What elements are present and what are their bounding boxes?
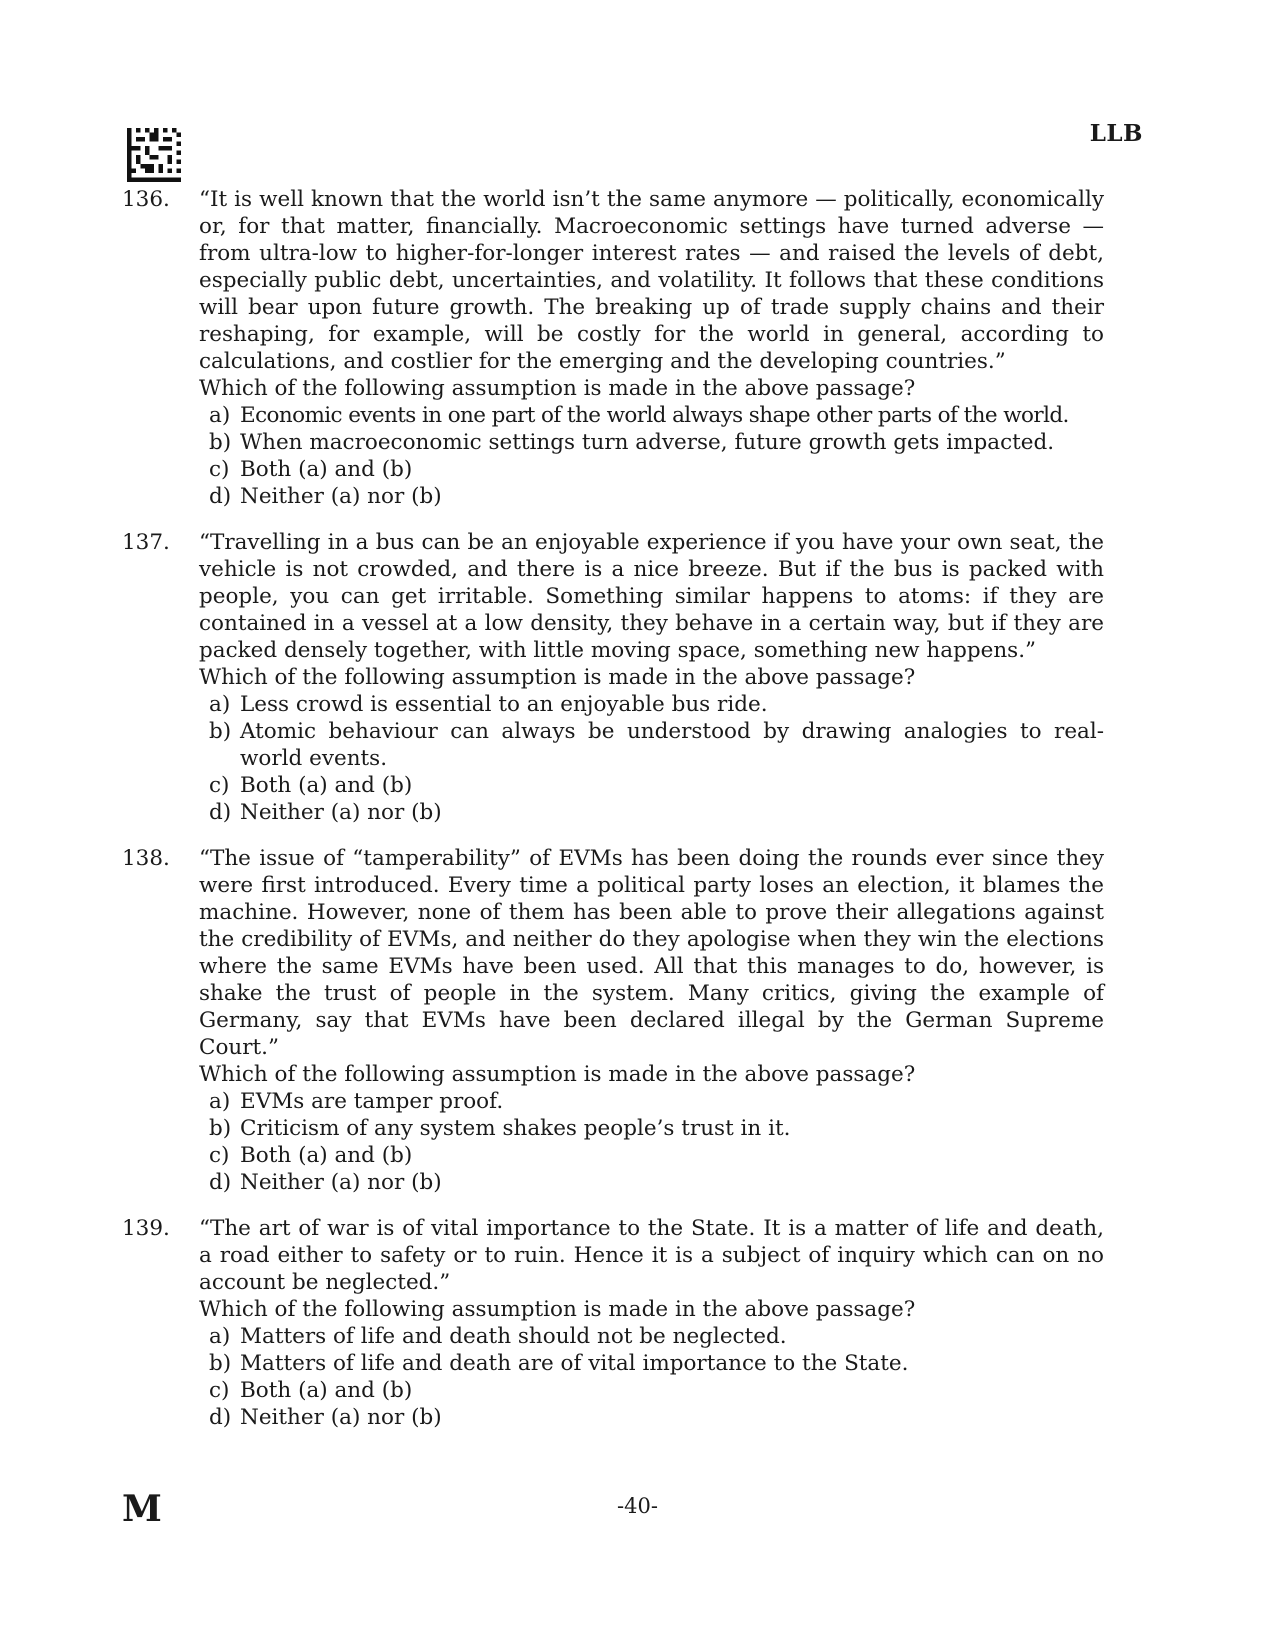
option-text: Neither (a) nor (b)	[240, 1405, 442, 1430]
series-code: M	[122, 1488, 162, 1530]
option-label: a)	[209, 1089, 231, 1114]
option-list	[199, 1088, 1104, 1196]
question-number: 136.	[122, 187, 170, 212]
option-label: b)	[209, 1351, 232, 1376]
option-a[interactable]	[209, 691, 1104, 718]
question-number: 138.	[122, 846, 170, 871]
option-text: Less crowd is essential to an enjoyable bus ride.	[240, 692, 768, 717]
question-136	[122, 186, 1162, 510]
option-label: d)	[209, 1170, 232, 1195]
question-137	[122, 529, 1162, 826]
question-number: 137.	[122, 530, 170, 555]
question-prompt: Which of the following assumption is made in the above passage?	[199, 665, 916, 690]
option-label: d)	[209, 1405, 232, 1430]
option-text: EVMs are tamper proof.	[240, 1089, 504, 1114]
option-text: Neither (a) nor (b)	[240, 484, 442, 509]
option-list	[199, 1323, 1104, 1431]
option-a[interactable]	[209, 1323, 1104, 1350]
question-passage: “It is well known that the world isn’t the same anymore — politically, economically or, for that matter, financially. Macroeconomic settings have turned adverse — from ultra-low to higher-for-longer interest rates — and raised the levels of debt, especially public debt, uncertainties, and volatility. It follows that these conditions will bear upon future growth. The breaking up of trade supply chains and their reshaping, for example, will be costly for the world in general, according to calculations, and costlier for the emerging and the developing countries.”	[199, 187, 1104, 374]
option-a[interactable]	[209, 1088, 1104, 1115]
option-d[interactable]	[209, 1169, 1104, 1196]
option-text: When macroeconomic settings turn adverse, future growth gets impacted.	[240, 430, 1055, 455]
option-text: Matters of life and death should not be neglected.	[240, 1324, 787, 1349]
option-b[interactable]	[209, 1115, 1104, 1142]
option-text: Both (a) and (b)	[240, 1378, 413, 1403]
option-label: b)	[209, 1116, 232, 1141]
option-label: c)	[209, 1378, 230, 1403]
page-number: -40-	[617, 1494, 658, 1518]
option-d[interactable]	[209, 1404, 1104, 1431]
option-label: b)	[209, 719, 232, 744]
option-c[interactable]	[209, 1377, 1104, 1404]
option-label: b)	[209, 430, 232, 455]
option-label: c)	[209, 1143, 230, 1168]
option-label: a)	[209, 403, 231, 428]
option-label: a)	[209, 1324, 231, 1349]
question-number: 139.	[122, 1216, 170, 1241]
option-text: Both (a) and (b)	[240, 457, 413, 482]
option-text: Economic events in one part of the world always shape other parts of the world.	[240, 403, 1069, 428]
question-prompt: Which of the following assumption is made in the above passage?	[199, 1297, 916, 1322]
question-passage: “Travelling in a bus can be an enjoyable experience if you have your own seat, the vehicle is not crowded, and there is a nice breeze. But if the bus is packed with people, you can get irritable. Something similar happens to atoms: if they are contained in a vessel at a low density, they behave in a certain way, but if they are packed densely together, with little moving space, something new happens.”	[199, 530, 1104, 663]
option-b[interactable]	[209, 718, 1104, 772]
option-list	[199, 691, 1104, 826]
option-label: c)	[209, 457, 230, 482]
option-d[interactable]	[209, 799, 1104, 826]
option-text: Both (a) and (b)	[240, 1143, 413, 1168]
option-c[interactable]	[209, 772, 1104, 799]
option-text: Matters of life and death are of vital importance to the State.	[240, 1351, 909, 1376]
question-139	[122, 1215, 1162, 1431]
option-label: d)	[209, 484, 232, 509]
option-list	[199, 402, 1104, 510]
question-passage: “The issue of “tamperability” of EVMs has been doing the rounds ever since they were first introduced. Every time a political party loses an election, it blames the machine. However, none of them has been able to prove their allegations against the credibility of EVMs, and neither do they apologise when they win the elections where the same EVMs have been used. All that this manages to do, however, is shake the trust of people in the system. Many critics, giving the example of Germany, say that EVMs have been declared illegal by the German Supreme Court.”	[199, 846, 1104, 1060]
option-d[interactable]	[209, 483, 1104, 510]
question-prompt: Which of the following assumption is made in the above passage?	[199, 376, 916, 401]
subject-code: LLB	[1089, 120, 1143, 147]
option-label: a)	[209, 692, 231, 717]
option-text: Both (a) and (b)	[240, 773, 413, 798]
option-b[interactable]	[209, 429, 1104, 456]
option-b[interactable]	[209, 1350, 1104, 1377]
question-list	[122, 186, 1162, 1431]
question-138	[122, 845, 1162, 1196]
question-passage: “The art of war is of vital importance to the State. It is a matter of life and death, a road either to safety or to ruin. Hence it is a subject of inquiry which can on no account be neglected.”	[199, 1216, 1104, 1295]
option-text: Neither (a) nor (b)	[240, 800, 442, 825]
option-text: Criticism of any system shakes people’s trust in it.	[240, 1116, 791, 1141]
datamatrix-barcode-icon	[127, 128, 181, 182]
option-text: Neither (a) nor (b)	[240, 1170, 442, 1195]
option-c[interactable]	[209, 1142, 1104, 1169]
option-c[interactable]	[209, 456, 1104, 483]
option-label: d)	[209, 800, 232, 825]
option-label: c)	[209, 773, 230, 798]
option-text: Atomic behaviour can always be understood by drawing analogies to real-world events.	[240, 719, 1104, 771]
question-prompt: Which of the following assumption is made in the above passage?	[199, 1062, 916, 1087]
option-a[interactable]	[209, 402, 1104, 429]
